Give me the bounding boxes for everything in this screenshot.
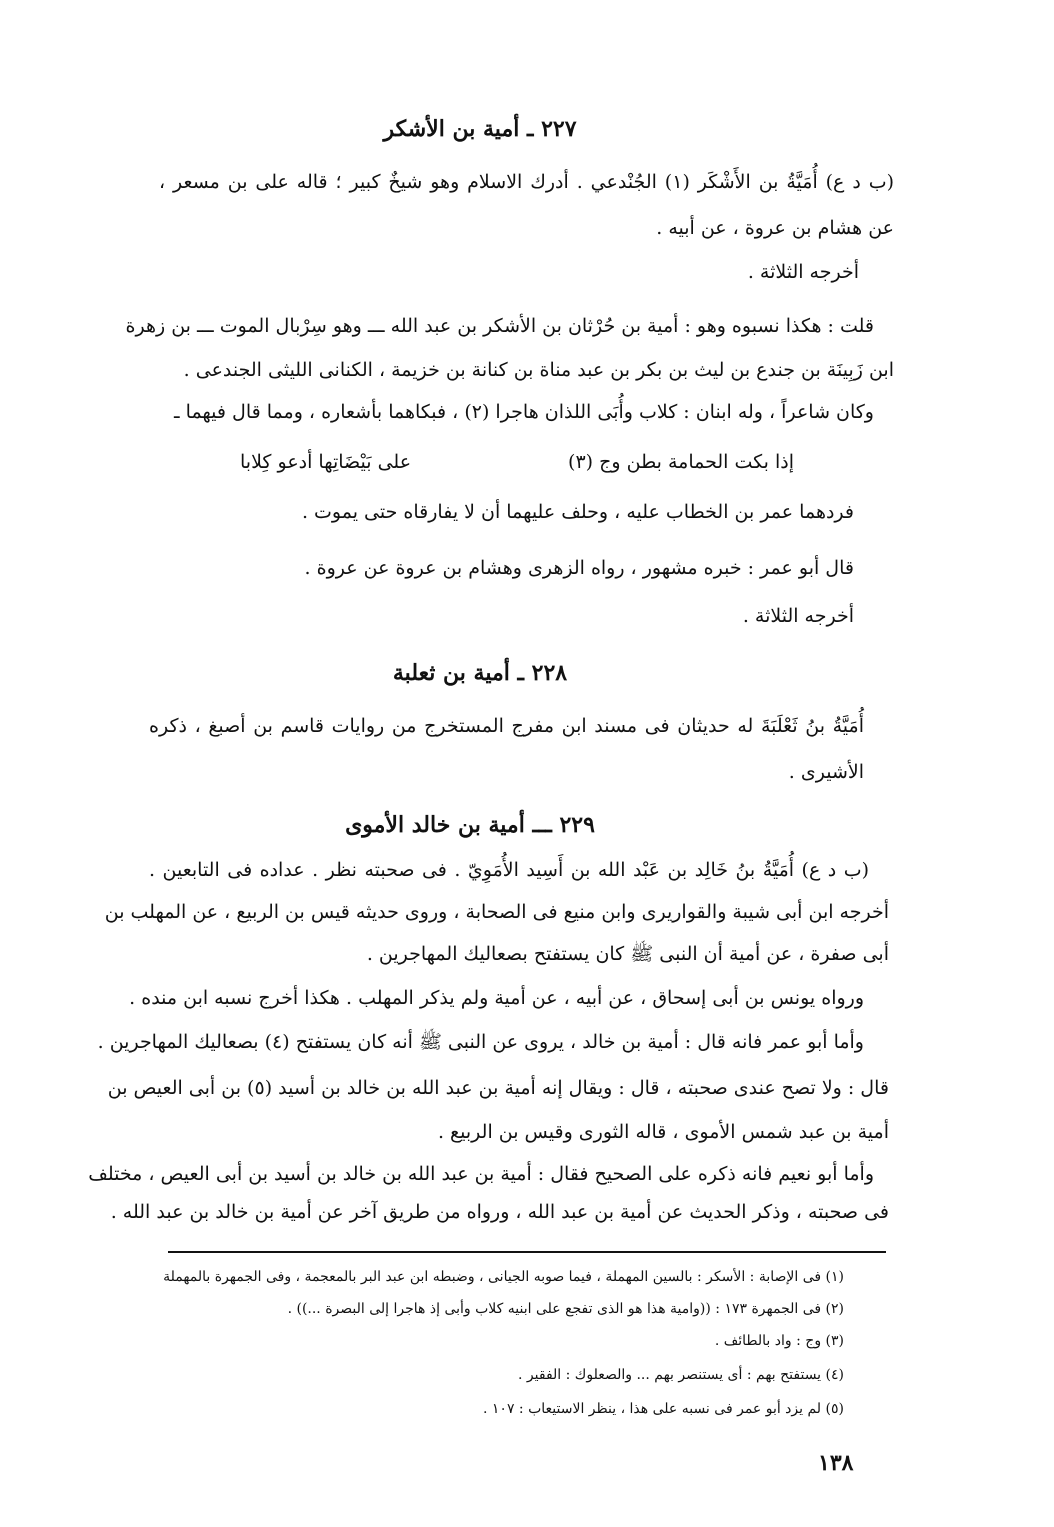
entry-228-line-2: الأشيرى . [788,761,864,783]
entry-229-line-3: أبى صفرة ، عن أمية أن النبى ﷺ كان يستفتح بصعاليك المهاجرين . [366,943,889,965]
entry-228-line-1: أُمَيَّةُ بنُ ثَعْلَبَةَ له حديثان فى مسند ابن مفرج المستخرج من روايات قاسم بن أصبغ ، ذكره [149,715,864,737]
verse-first-hemistich: إذا بكت الحمامة بطن وج (٣) [568,451,794,473]
entry-229-line-9: فى صحبته ، وذكر الحديث عن أمية بن عبد الله ، ورواه من طريق آخر عن أمية بن خالد بن عبد الله . [110,1201,889,1223]
entry-227-line-2: عن هشام بن عروة ، عن أبيه . [656,217,894,239]
page-number: ١٣٨ [818,1450,854,1476]
entry-229-line-1: (ب د ع) أُمَيَّةُ بنُ خَالِد بن عَبْد الله بن أَسِيد الأُمَوِيّ . فى صحبته نظر . عداده فى التابعين . [149,859,869,881]
entry-229-line-8: وأما أبو نعيم فانه ذكره على الصحيح فقال : أمية بن عبد الله بن خالد بن أسيد بن أبى العيص ، مختلف [88,1163,874,1185]
footnote-3: (٣) وج : واد بالطائف . [714,1333,844,1349]
entry-229-line-7: أمية بن عبد شمس الأموى ، قاله الثورى وقيس بن الربيع . [437,1121,889,1143]
footnote-divider [168,1251,886,1253]
verse-second-hemistich: على بَيْضَاتِها أدعو كِلابا [240,451,412,473]
entry-heading-228: ٢٢٨ ـ أمية بن ثعلبة [392,660,568,686]
entry-227-line-3: أخرجه الثلاثة . [747,261,859,283]
entry-227-line-5: ابن زَبِينَة بن جندع بن ليث بن بكر بن عبد مناة بن كنانة بن خزيمة ، الكنانى الليثى الجندعى . [183,359,894,381]
entry-229-line-5: وأما أبو عمر فانه قال : أمية بن خالد ، يروى عن النبى ﷺ أنه كان يستفتح (٤) بصعاليك المهاجرين . [97,1031,864,1053]
entry-229-line-6: قال : ولا تصح عندى صحبته ، قال : ويقال إنه أمية بن عبد الله بن خالد بن أسيد (٥) بن أبى العيص بن [107,1077,889,1099]
entry-heading-227: ٢٢٧ ـ أمية بن الأشكر [383,116,577,142]
entry-227-line-9: أخرجه الثلاثة . [742,605,854,627]
entry-227-line-8: قال أبو عمر : خبره مشهور ، رواه الزهرى وهشام بن عروة عن عروة . [304,557,854,579]
entry-heading-229: ٢٢٩ ـــ أمية بن خالد الأموى [345,812,595,838]
entry-227-line-1: (ب د ع) أُمَيَّةُ بن الأَشْكَر (١) الجُنْدعي . أدرك الاسلام وهو شيخٌ كبير ؛ قاله على بن مسعر ، [159,171,894,193]
entry-227-line-6: وكان شاعراً ، وله ابنان : كلاب وأُبَى اللذان هاجرا (٢) ، فبكاهما بأشعاره ، ومما قال فيهما ـ [174,401,874,423]
entry-227-line-7: فردهما عمر بن الخطاب عليه ، وحلف عليهما أن لا يفارقاه حتى يموت . [301,501,854,523]
entry-227-line-4: قلت : هكذا نسبوه وهو : أمية بن حُرْثان بن الأشكر بن عبد الله ـــ وهو سِرْبال الموت ـــ بن زهرة [125,315,874,337]
footnote-4: (٤) يستفتح بهم : أى يستنصر بهم ... والصعلوك : الفقير . [518,1367,844,1383]
footnote-5: (٥) لم يزد أبو عمر فى نسبه على هذا ، ينظر الاستيعاب : ١٠٧ . [483,1401,844,1417]
footnote-1: (١) فى الإصابة : الأسكر : بالسين المهملة ، فيما صوبه الجيانى ، وضبطه ابن عبد البر بالمعجمة ، وفى الجمهرة بالمهملة [163,1269,844,1285]
entry-229-line-4: ورواه يونس بن أبى إسحاق ، عن أبيه ، عن أمية ولم يذكر المهلب . هكذا أخرج نسبه ابن منده . [129,987,864,1009]
footnote-2: (٢) فى الجمهرة ١٧٣ : ((وامية هذا هو الذى تفجع على ابنيه كلاب وأبى إذ هاجرا إلى البصرة ...)) . [287,1301,844,1317]
entry-229-line-2: أخرجه ابن أبى شيبة والقواريرى وابن منيع فى الصحابة ، وروى حديثه قيس بن الربيع ، عن المهلب بن [104,901,889,923]
